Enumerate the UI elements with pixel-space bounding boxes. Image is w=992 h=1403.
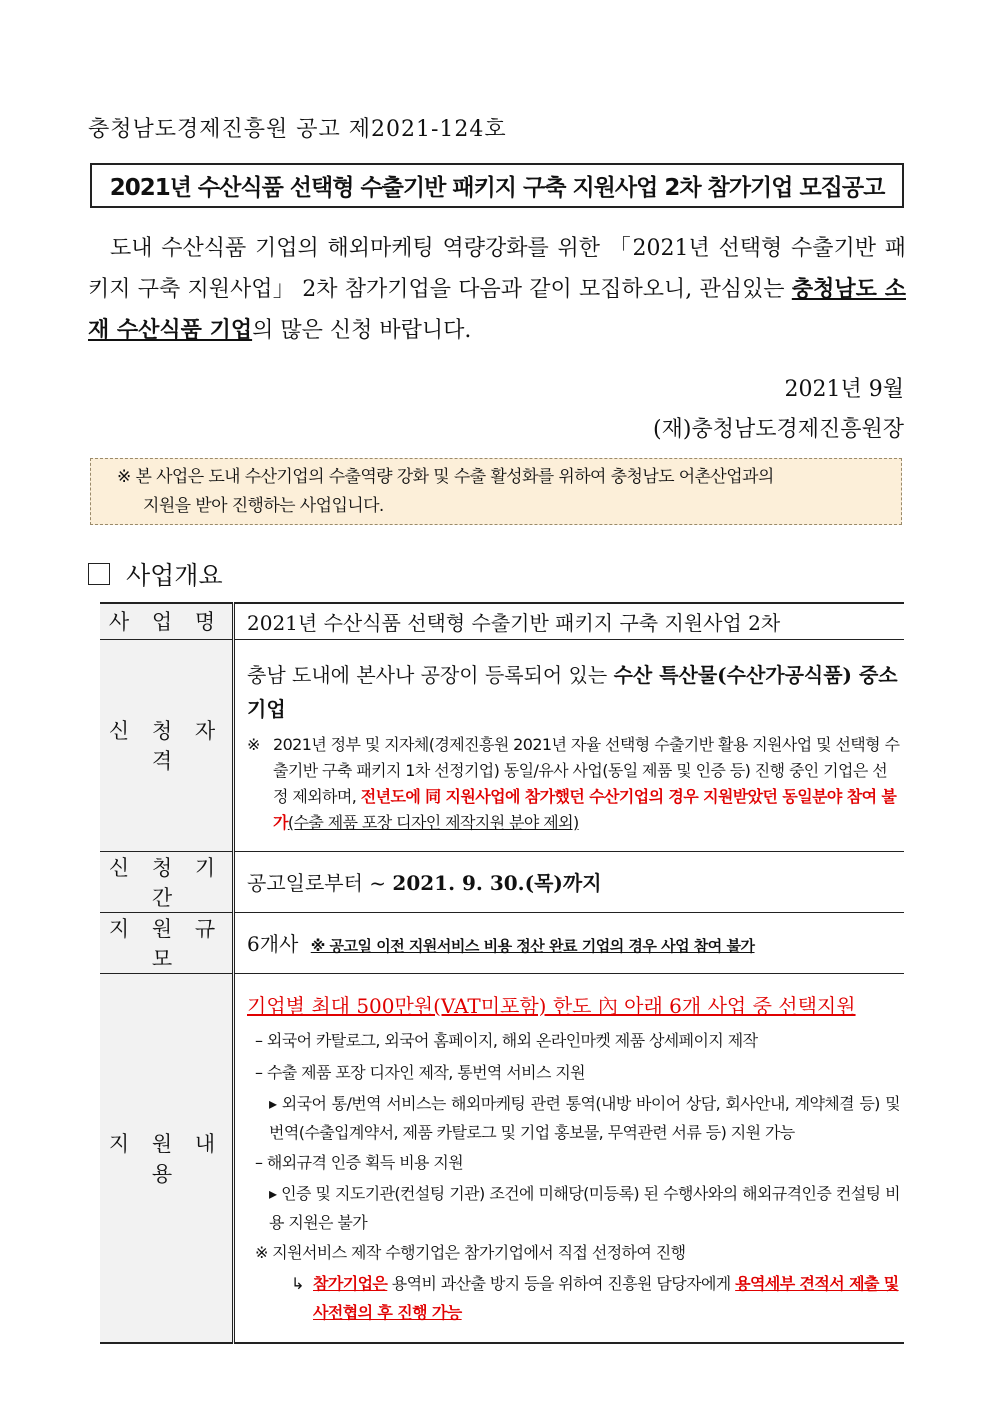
content-arrow-mid: 용역비 과산출 방지 등을 위하여 진흥원 담당자에게 [387, 1273, 736, 1293]
content-arrow-note [247, 1269, 900, 1327]
content-item-3: – 해외규격 인증 획득 비용 지원 [255, 1152, 464, 1172]
notice-date: 2021년 9월 [784, 377, 904, 402]
qualification-note-text: 2021년 정부 및 지자체(경제진흥원 2021년 자율 선택형 수출기반 활용 지원사업 및 선택형 수출기반 구축 패키지 1차 선정기업) 동일/유사 사업(동일 제품 및 인증 등) 진행 중인 기업은 선정 제외하며, [273, 735, 900, 806]
label-name: 사 업 명 [100, 603, 234, 639]
content-item-2: – 수출 제품 포장 디자인 제작, 통번역 서비스 지원 [255, 1062, 586, 1082]
table-row-content [100, 973, 904, 1343]
label-period: 신 청 기 간 [100, 851, 234, 912]
table-row-qualification [100, 639, 904, 851]
notice-box-line-2: 지원을 받아 진행하는 사업입니다. [143, 496, 384, 516]
notice-title: 2021년 수산식품 선택형 수출기반 패키지 구축 지원사업 2차 참가기업 모집공고 [90, 163, 904, 208]
value-name: 2021년 수산식품 선택형 수출기반 패키지 구축 지원사업 2차 [234, 603, 905, 639]
notice-number: 충청남도경제진흥원 공고 제2021-124호 [88, 117, 507, 142]
content-note: ※ 지원서비스 제작 수행기업은 참가기업에서 직접 선정하여 진행 [255, 1242, 686, 1262]
overview-table [100, 602, 904, 1344]
label-scale: 지 원 규 모 [100, 912, 234, 973]
intro-underlined: 충청남도 소재 수산식품 기업 [88, 276, 906, 343]
scale-value: 6개사 [247, 932, 299, 956]
checkbox-square-icon [88, 563, 110, 585]
value-qualification [234, 639, 905, 851]
table-row-period [100, 851, 904, 912]
qualification-note-tail: (수출 제품 포장 디자인 제작지원 분야 제외) [287, 813, 579, 832]
notice-box [90, 458, 902, 525]
value-scale [234, 912, 905, 973]
qualification-note-mark: ※ [247, 735, 260, 754]
label-content: 지 원 내 용 [100, 973, 234, 1343]
content-item-3-sub: ▸ 인증 및 지도기관(컨설팅 기관) 조건에 미해당(미등록) 된 수행사와의 해외규격인증 컨설팅 비용 지원은 불가 [269, 1183, 900, 1232]
table-row-scale [100, 912, 904, 973]
intro-text-2: 의 많은 신청 바랍니다. [252, 318, 472, 343]
qualification-note-red: 전년도에 同 지원사업에 참가했던 수산기업의 경우 지원받았던 동일분야 참여 불가 [273, 787, 897, 832]
content-arrow-red-2: 용역세부 견적서 제출 및 사전협의 후 진행 가능 [313, 1273, 899, 1322]
qualification-main [247, 658, 900, 726]
value-content [234, 973, 905, 1343]
intro-text-1: 도내 수산식품 기업의 해외마케팅 역량강화를 위한 「2021년 선택형 수출기반 패키지 구축 지원사업」 2차 참가기업을 다음과 같이 모집하오니, 관심있는 [88, 236, 906, 302]
content-item-2-sub: ▸ 외국어 통/번역 서비스는 해외마케팅 관련 통역(내방 바이어 상담, 회사안내, 계약체결 등) 및 번역(수출입계약서, 제품 카탈로그 및 기업 홍보물, 무역관련 서류 등) 지원 가능 [269, 1093, 900, 1142]
qualification-note [247, 732, 900, 836]
notice-box-line-1: ※ 본 사업은 도내 수산기업의 수출역량 강화 및 수출 활성화를 위하여 충청남도 어촌산업과의 [117, 467, 774, 487]
content-headline: 기업별 최대 500만원(VAT미포함) 한도 內 아래 6개 사업 중 선택지원 [247, 993, 856, 1018]
qualification-main-prefix: 충남 도내에 본사나 공장이 등록되어 있는 [247, 663, 614, 687]
period-prefix: 공고일로부터 ~ [247, 871, 393, 895]
issuer-name: (재)충청남도경제진흥원장 [653, 417, 904, 442]
period-deadline: 2021. 9. 30.(목)까지 [392, 871, 602, 895]
content-arrow-red-1: 참가기업은 [313, 1273, 388, 1293]
section-heading [88, 556, 223, 592]
content-item-1: – 외국어 카탈로그, 외국어 홈페이지, 해외 온라인마켓 제품 상세페이지 제작 [255, 1030, 758, 1050]
intro-paragraph [88, 228, 906, 351]
arrow-return-icon: ↳ [291, 1273, 304, 1293]
label-qualification: 신 청 자 격 [100, 639, 234, 851]
table-row-name [100, 603, 904, 639]
qualification-main-bold: 수산 특산물(수산가공식품) 중소기업 [247, 663, 898, 721]
section-title: 사업개요 [126, 561, 223, 590]
value-period [234, 851, 905, 912]
scale-note: ※ 공고일 이전 지원서비스 비용 정산 완료 기업의 경우 사업 참여 불가 [310, 937, 755, 955]
